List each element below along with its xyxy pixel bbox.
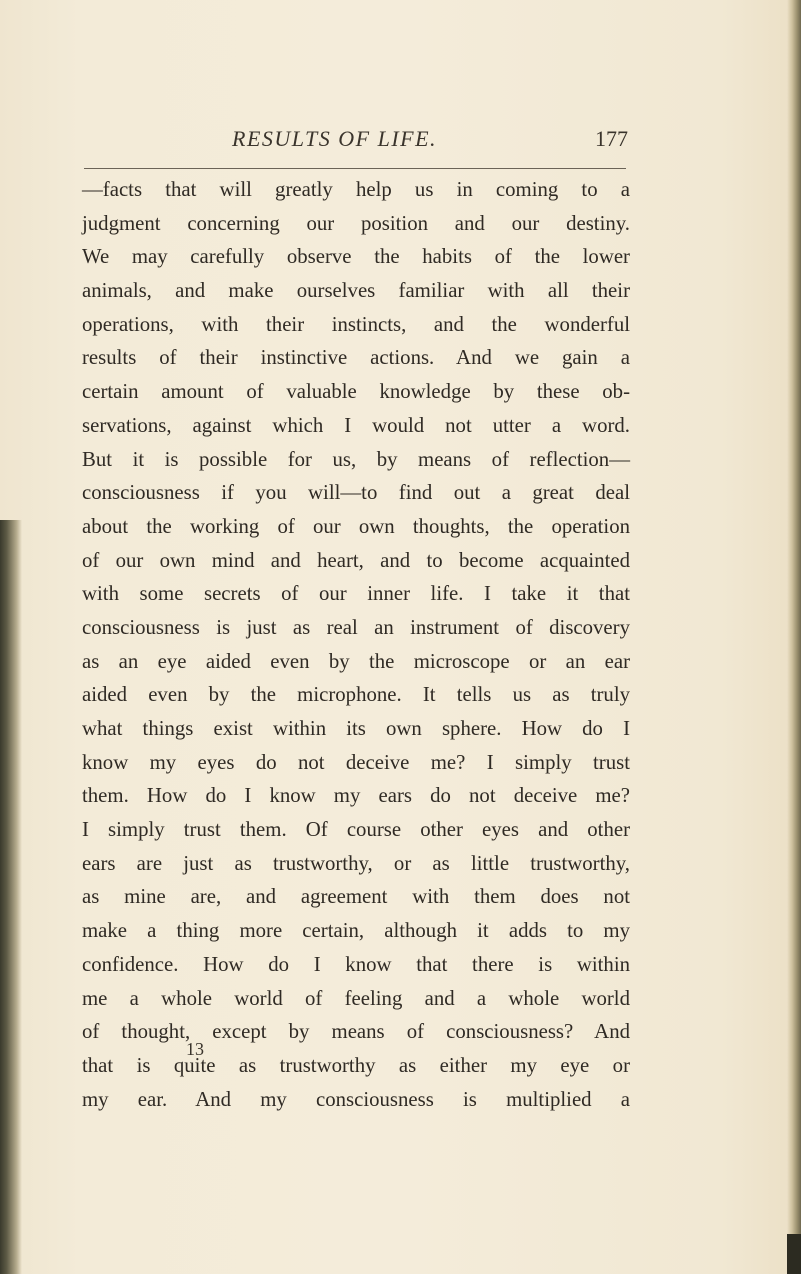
text-line: of thought, except by means of consciousness? And xyxy=(82,1020,630,1044)
header-rule xyxy=(84,168,626,169)
body-text xyxy=(82,173,630,1116)
text-line: make a thing more certain, although it adds to my xyxy=(82,919,630,943)
text-line: operations, with their instincts, and the wonderful xyxy=(82,312,630,336)
text-line: my ear. And my consciousness is multiplied a xyxy=(82,1087,630,1111)
text-line: consciousness is just as real an instrument of discovery xyxy=(82,615,630,639)
text-line: But it is possible for us, by means of reflection— xyxy=(82,447,630,471)
text-line: as an eye aided even by the microscope or an ear xyxy=(82,649,630,673)
text-line: what things exist within its own sphere. How do I xyxy=(82,717,630,740)
text-line: know my eyes do not deceive me? I simply trust xyxy=(82,750,630,774)
running-head xyxy=(82,126,628,162)
page-number: 177 xyxy=(595,126,628,151)
text-line: judgment concerning our position and our destiny. xyxy=(82,211,630,235)
text-line: me a whole world of feeling and a whole world xyxy=(82,986,630,1010)
text-line: results of their instinctive actions. And we gain a xyxy=(82,346,630,370)
text-line: confidence. How do I know that there is within xyxy=(82,952,630,976)
text-line: ears are just as trustworthy, or as little trustworthy, xyxy=(82,851,630,875)
text-line: We may carefully observe the habits of the lower xyxy=(82,245,630,269)
text-line: that is quite as trustworthy as either my eye or xyxy=(82,1053,630,1077)
corner-mark xyxy=(787,1234,801,1274)
text-line: aided even by the microphone. It tells us as truly xyxy=(82,683,630,707)
text-line: about the working of our own thoughts, the operation xyxy=(82,514,630,538)
text-line: consciousness if you will—to find out a great deal xyxy=(82,481,630,505)
running-title: RESULTS OF LIFE. xyxy=(232,126,438,151)
text-line: —facts that will greatly help us in coming to a xyxy=(82,178,630,201)
text-line: certain amount of valuable knowledge by these ob- xyxy=(82,380,630,404)
text-line: as mine are, and agreement with them does not xyxy=(82,885,630,909)
text-line: I simply trust them. Of course other eyes and other xyxy=(82,818,630,842)
text-line: them. How do I know my ears do not deceive me? xyxy=(82,784,630,808)
signature-mark: 13 xyxy=(186,1039,204,1059)
text-line: animals, and make ourselves familiar with all their xyxy=(82,279,630,303)
text-line: of our own mind and heart, and to become acquainted xyxy=(82,548,630,572)
text-line: with some secrets of our inner life. I take it that xyxy=(82,582,630,606)
text-line: servations, against which I would not utter a word. xyxy=(82,413,630,437)
page-binding-shadow xyxy=(0,520,22,1274)
page-edge-shadow xyxy=(787,0,801,1274)
